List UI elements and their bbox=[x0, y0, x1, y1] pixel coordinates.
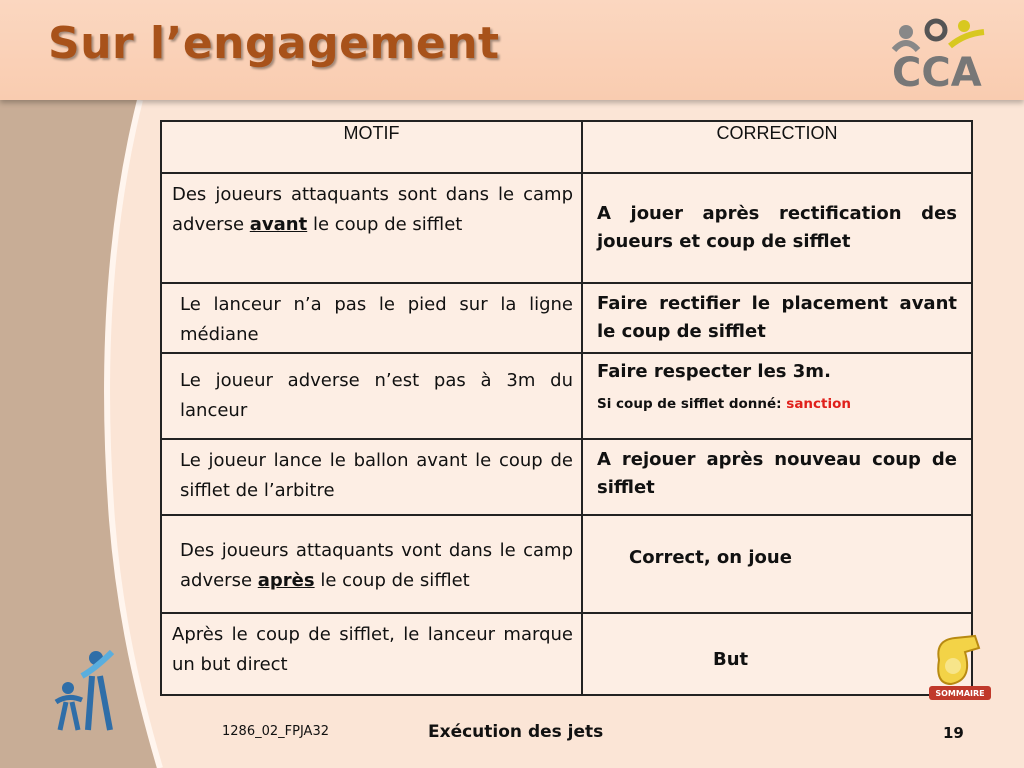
whistle-sommaire-icon[interactable] bbox=[925, 630, 995, 706]
correction-cell: A jouer après rectification des joueurs et coup de sifflet bbox=[582, 173, 972, 283]
sommaire-label: SOMMAIRE bbox=[935, 689, 985, 698]
header-motif: MOTIF bbox=[161, 121, 582, 173]
motif-cell: Des joueurs attaquants vont dans le camp adverse après le coup de sifflet bbox=[161, 515, 582, 613]
header-correction: CORRECTION bbox=[582, 121, 972, 173]
table-row bbox=[161, 613, 972, 695]
motif-cell: Le lanceur n’a pas le pied sur la ligne médiane bbox=[161, 283, 582, 353]
motif-cell: Après le coup de sifflet, le lanceur marque un but direct bbox=[161, 613, 582, 695]
table-row bbox=[161, 515, 972, 613]
page-number: 19 bbox=[943, 724, 964, 742]
table-row bbox=[161, 353, 972, 439]
handball-players-icon bbox=[52, 646, 118, 732]
correction-cell: But bbox=[582, 613, 972, 695]
footer-code: 1286_02_FPJA32 bbox=[222, 724, 329, 739]
table-row bbox=[161, 439, 972, 515]
logo-text: CCA bbox=[892, 50, 982, 90]
rules-table bbox=[160, 120, 973, 696]
correction-cell: Faire respecter les 3m. Si coup de sifflet donné: sanction bbox=[582, 353, 972, 439]
correction-cell: Faire rectifier le placement avant le coup de sifflet bbox=[582, 283, 972, 353]
motif-cell: Le joueur lance le ballon avant le coup de sifflet de l’arbitre bbox=[161, 439, 582, 515]
table-row bbox=[161, 173, 972, 283]
table-row bbox=[161, 283, 972, 353]
sanction-label: sanction bbox=[786, 396, 852, 412]
footer-title: Exécution des jets bbox=[428, 722, 604, 742]
motif-cell: Le joueur adverse n’est pas à 3m du lanceur bbox=[161, 353, 582, 439]
page-title: Sur l’engagement bbox=[48, 18, 500, 69]
table-header-row bbox=[161, 121, 972, 173]
header-bar bbox=[0, 0, 1024, 100]
cca-logo-icon bbox=[884, 10, 1004, 90]
correction-cell: A rejouer après nouveau coup de sifflet bbox=[582, 439, 972, 515]
motif-cell: Des joueurs attaquants sont dans le camp adverse avant le coup de sifflet bbox=[161, 173, 582, 283]
correction-cell: Correct, on joue bbox=[582, 515, 972, 613]
